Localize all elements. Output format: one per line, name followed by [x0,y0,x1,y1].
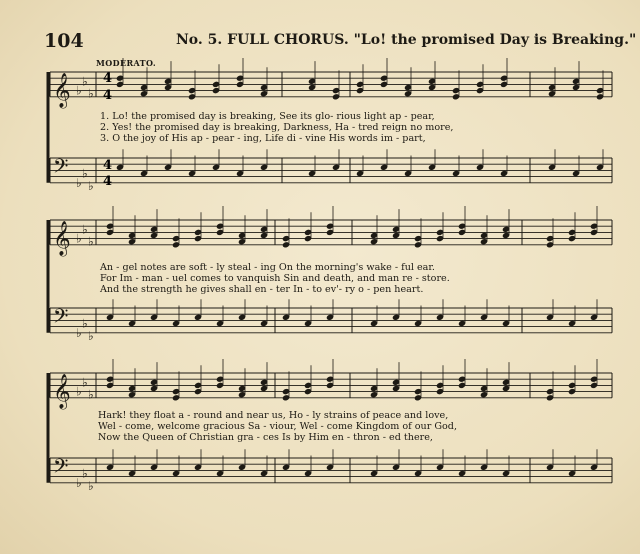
flat-icon: ♭ [76,475,82,490]
time-sig-treble-top: 4 [103,71,113,86]
tempo-marking: MODERATO. [96,58,157,68]
lyric-line: An - gel notes are soft - ly steal - ing On the morning's wake - ful ear. [100,262,435,273]
bass-clef-icon: 𝄢 [53,304,69,333]
flat-icon: ♭ [76,231,82,246]
flat-icon: ♭ [82,316,88,331]
lyrics-system-3 [98,411,457,443]
lyric-line: Hark! they float a - round and near us, Ho - ly strains of peace and love, [98,410,449,421]
flat-icon: ♭ [88,178,94,193]
bass-clef-icon: 𝄢 [53,154,69,183]
lyric-line: And the strength he gives shall en - ter In - to ev'- ry o - pen heart. [100,283,424,295]
flat-icon: ♭ [76,325,82,340]
flat-icon: ♭ [88,234,94,249]
flat-icon: ♭ [82,466,88,481]
lyric-line: 3. O the joy of His ap - pear - ing, Life di - vine His words im - part, [100,132,426,144]
page-number: 104 [44,30,84,52]
flat-icon: ♭ [82,375,88,390]
treble-clef-icon: 𝄞 [53,72,71,108]
treble-clef-icon: 𝄞 [53,373,71,409]
flat-icon: ♭ [76,384,82,399]
lyric-line: Wel - come, welcome gracious Sa - viour, Wel - come Kingdom of our God, [98,420,457,432]
flat-icon: ♭ [88,387,94,402]
lyric-line: 1. Lo! the promised day is breaking, See its glo- rious light ap - pear, [100,111,435,122]
flat-icon: ♭ [88,478,94,493]
flat-icon: ♭ [76,175,82,190]
flat-icon: ♭ [82,74,88,89]
flat-icon: ♭ [88,328,94,343]
flat-icon: ♭ [82,222,88,237]
flat-icon: ♭ [82,166,88,181]
treble-clef-icon: 𝄞 [53,220,71,256]
lyrics-system-1 [100,112,453,144]
time-sig-treble-bottom: 4 [103,88,113,103]
clefs [53,73,94,493]
time-sig-bass-top: 4 [103,158,113,173]
lyric-line: Now the Queen of Christian gra - ces Is by Him en - thron - ed there, [98,431,433,443]
lyric-line: For Im - man - uel comes to vanquish Sin and death, and man re - store. [100,272,450,284]
lyrics-system-2 [100,263,450,295]
bass-clef-icon: 𝄢 [53,454,69,483]
time-sig-bass-bottom: 4 [103,174,113,189]
hymn-title: No. 5. FULL CHORUS. "Lo! the promised Day is Breaking." [176,32,637,48]
flat-icon: ♭ [88,86,94,101]
lyric-line: 2. Yes! the promised day is breaking, Darkness, Ha - tred reign no more, [100,121,454,133]
flat-icon: ♭ [76,83,82,98]
